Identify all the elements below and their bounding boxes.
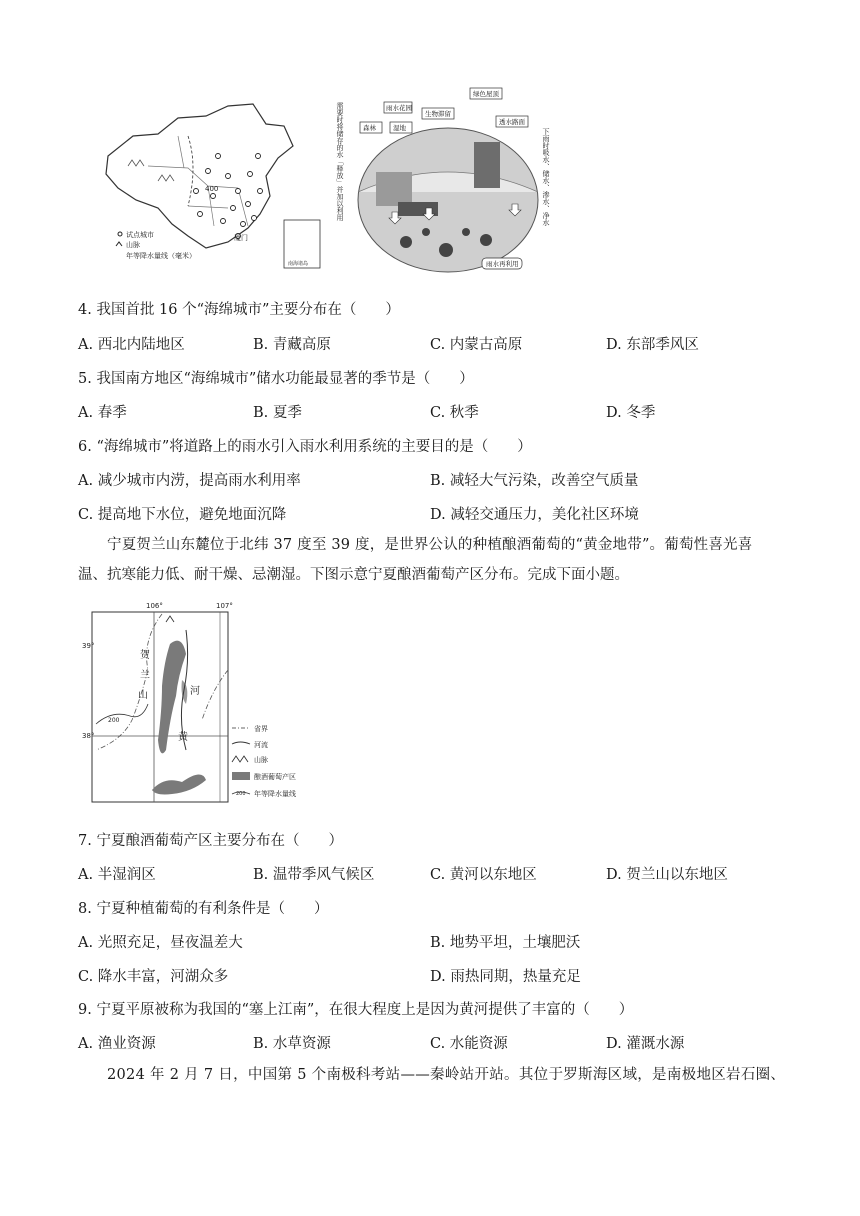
question-6-option-b[interactable]: B. 减轻大气污染，改善空气质量 (430, 473, 639, 489)
box-rainwater-reuse: 雨水再利用 (486, 260, 519, 268)
passage-qinling-station (78, 1060, 798, 1090)
box-permeable-pavement: 透水路面 (499, 118, 525, 126)
legend-grape-area: 酿酒葡萄产区 (254, 773, 296, 781)
passage-ningxia-line-2: 温、抗寒能力低、耐干燥、忌潮湿。下图示意宁夏酿酒葡萄产区分布。完成下面小题。 (78, 567, 629, 583)
question-9-option-a[interactable]: A. 渔业资源 (78, 1036, 156, 1052)
box-forest: 森林 (363, 124, 376, 132)
legend-isoline: 年等降水量线（毫米） (126, 252, 196, 260)
lon-106-label: 106° (146, 602, 163, 610)
label-huang: 黄 (178, 732, 188, 743)
label-lan: 兰 (140, 670, 150, 681)
legend-isoline: 年等降水量线 (254, 790, 296, 798)
question-7-option-b[interactable]: B. 温带季风气候区 (253, 867, 375, 883)
question-4-option-b[interactable]: B. 青藏高原 (253, 337, 331, 353)
label-river: 河 (190, 686, 200, 697)
lat-39-label: 39° (82, 642, 95, 650)
passage-qinling-line-1: 2024 年 2 月 7 日，中国第 5 个南极科考站——秦岭站开站。其位于罗斯海区域，是南极地区岩石圈、 (107, 1067, 786, 1083)
question-4-option-d[interactable]: D. 东部季风区 (606, 337, 699, 353)
question-7-option-d[interactable]: D. 贺兰山以东地区 (606, 867, 728, 883)
question-5-option-c[interactable]: C. 秋季 (430, 405, 479, 421)
question-7-stem: 7. 宁夏酿酒葡萄产区主要分布在（ ） (78, 833, 343, 849)
passage-ningxia (78, 530, 778, 590)
question-8-option-b[interactable]: B. 地势平坦，土壤肥沃 (430, 935, 581, 951)
isoline-200-label: 200 (108, 717, 120, 724)
question-9-option-b[interactable]: B. 水草资源 (253, 1036, 331, 1052)
question-6-stem: 6. “海绵城市”将道路上的雨水引入雨水利用系统的主要目的是（ ） (78, 439, 532, 455)
question-8-option-d[interactable]: D. 雨热同期，热量充足 (430, 969, 581, 985)
box-rain-garden: 雨水花园 (386, 104, 412, 112)
question-6-option-c[interactable]: C. 提高地下水位，避免地面沉降 (78, 507, 287, 523)
box-green-roof: 绿色屋顶 (473, 90, 499, 98)
passage-ningxia-line-1: 宁夏贺兰山东麓位于北纬 37 度至 39 度，是世界公认的种植酿酒葡萄的“黄金地带”。葡萄性喜光喜 (107, 537, 753, 553)
diagram-left-caption: 需要时将储存的水「释放」并加以利用 (336, 102, 344, 221)
china-map-figure (88, 96, 328, 274)
isoline-value-label: 400 (205, 185, 219, 193)
diagram-right-caption: 下雨时吸水、储水、渗水、净水 (542, 128, 550, 226)
question-8-option-c[interactable]: C. 降水丰富，河湖众多 (78, 969, 229, 985)
legend-pilot-city: 试点城市 (126, 231, 154, 239)
lat-38-label: 38° (82, 732, 95, 740)
legend-province-boundary: 省界 (254, 725, 268, 733)
legend-mountain: 山脉 (126, 241, 140, 249)
question-5-stem: 5. 我国南方地区“海绵城市”储水功能最显著的季节是（ ） (78, 371, 474, 387)
question-4-option-c[interactable]: C. 内蒙古高原 (430, 337, 523, 353)
box-bioretention: 生物滞留 (425, 110, 451, 118)
legend-isoline-value: 200 (236, 791, 246, 797)
ningxia-grape-map (82, 600, 382, 810)
question-8-stem: 8. 宁夏种植葡萄的有利条件是（ ） (78, 901, 329, 917)
question-5-option-a[interactable]: A. 春季 (78, 405, 127, 421)
question-6-option-d[interactable]: D. 减轻交通压力，美化社区环境 (430, 507, 639, 523)
label-shan: 山 (138, 690, 148, 701)
question-9-option-d[interactable]: D. 灌溉水源 (606, 1036, 685, 1052)
question-7-option-a[interactable]: A. 半湿润区 (78, 867, 156, 883)
sponge-city-diagram (336, 82, 556, 276)
question-8-option-a[interactable]: A. 光照充足，昼夜温差大 (78, 935, 243, 951)
question-5-option-d[interactable]: D. 冬季 (606, 405, 656, 421)
question-9-stem: 9. 宁夏平原被称为我国的“塞上江南”，在很大程度上是因为黄河提供了丰富的（ ） (78, 1002, 634, 1018)
lon-107-label: 107° (216, 602, 233, 610)
xiamen-label: 厦门 (234, 234, 248, 242)
legend-mountain: 山脉 (254, 756, 268, 764)
label-he: 贺 (140, 650, 150, 661)
inset-label: 南海诸岛 (288, 261, 309, 267)
question-6-option-a[interactable]: A. 减少城市内涝，提高雨水利用率 (78, 473, 301, 489)
question-5-option-b[interactable]: B. 夏季 (253, 405, 302, 421)
question-9-option-c[interactable]: C. 水能资源 (430, 1036, 508, 1052)
question-7-option-c[interactable]: C. 黄河以东地区 (430, 867, 537, 883)
box-wetland: 湿地 (393, 124, 406, 132)
question-4-option-a[interactable]: A. 西北内陆地区 (78, 337, 185, 353)
question-4-stem: 4. 我国首批 16 个“海绵城市”主要分布在（ ） (78, 302, 400, 318)
legend-river: 河流 (254, 741, 268, 749)
